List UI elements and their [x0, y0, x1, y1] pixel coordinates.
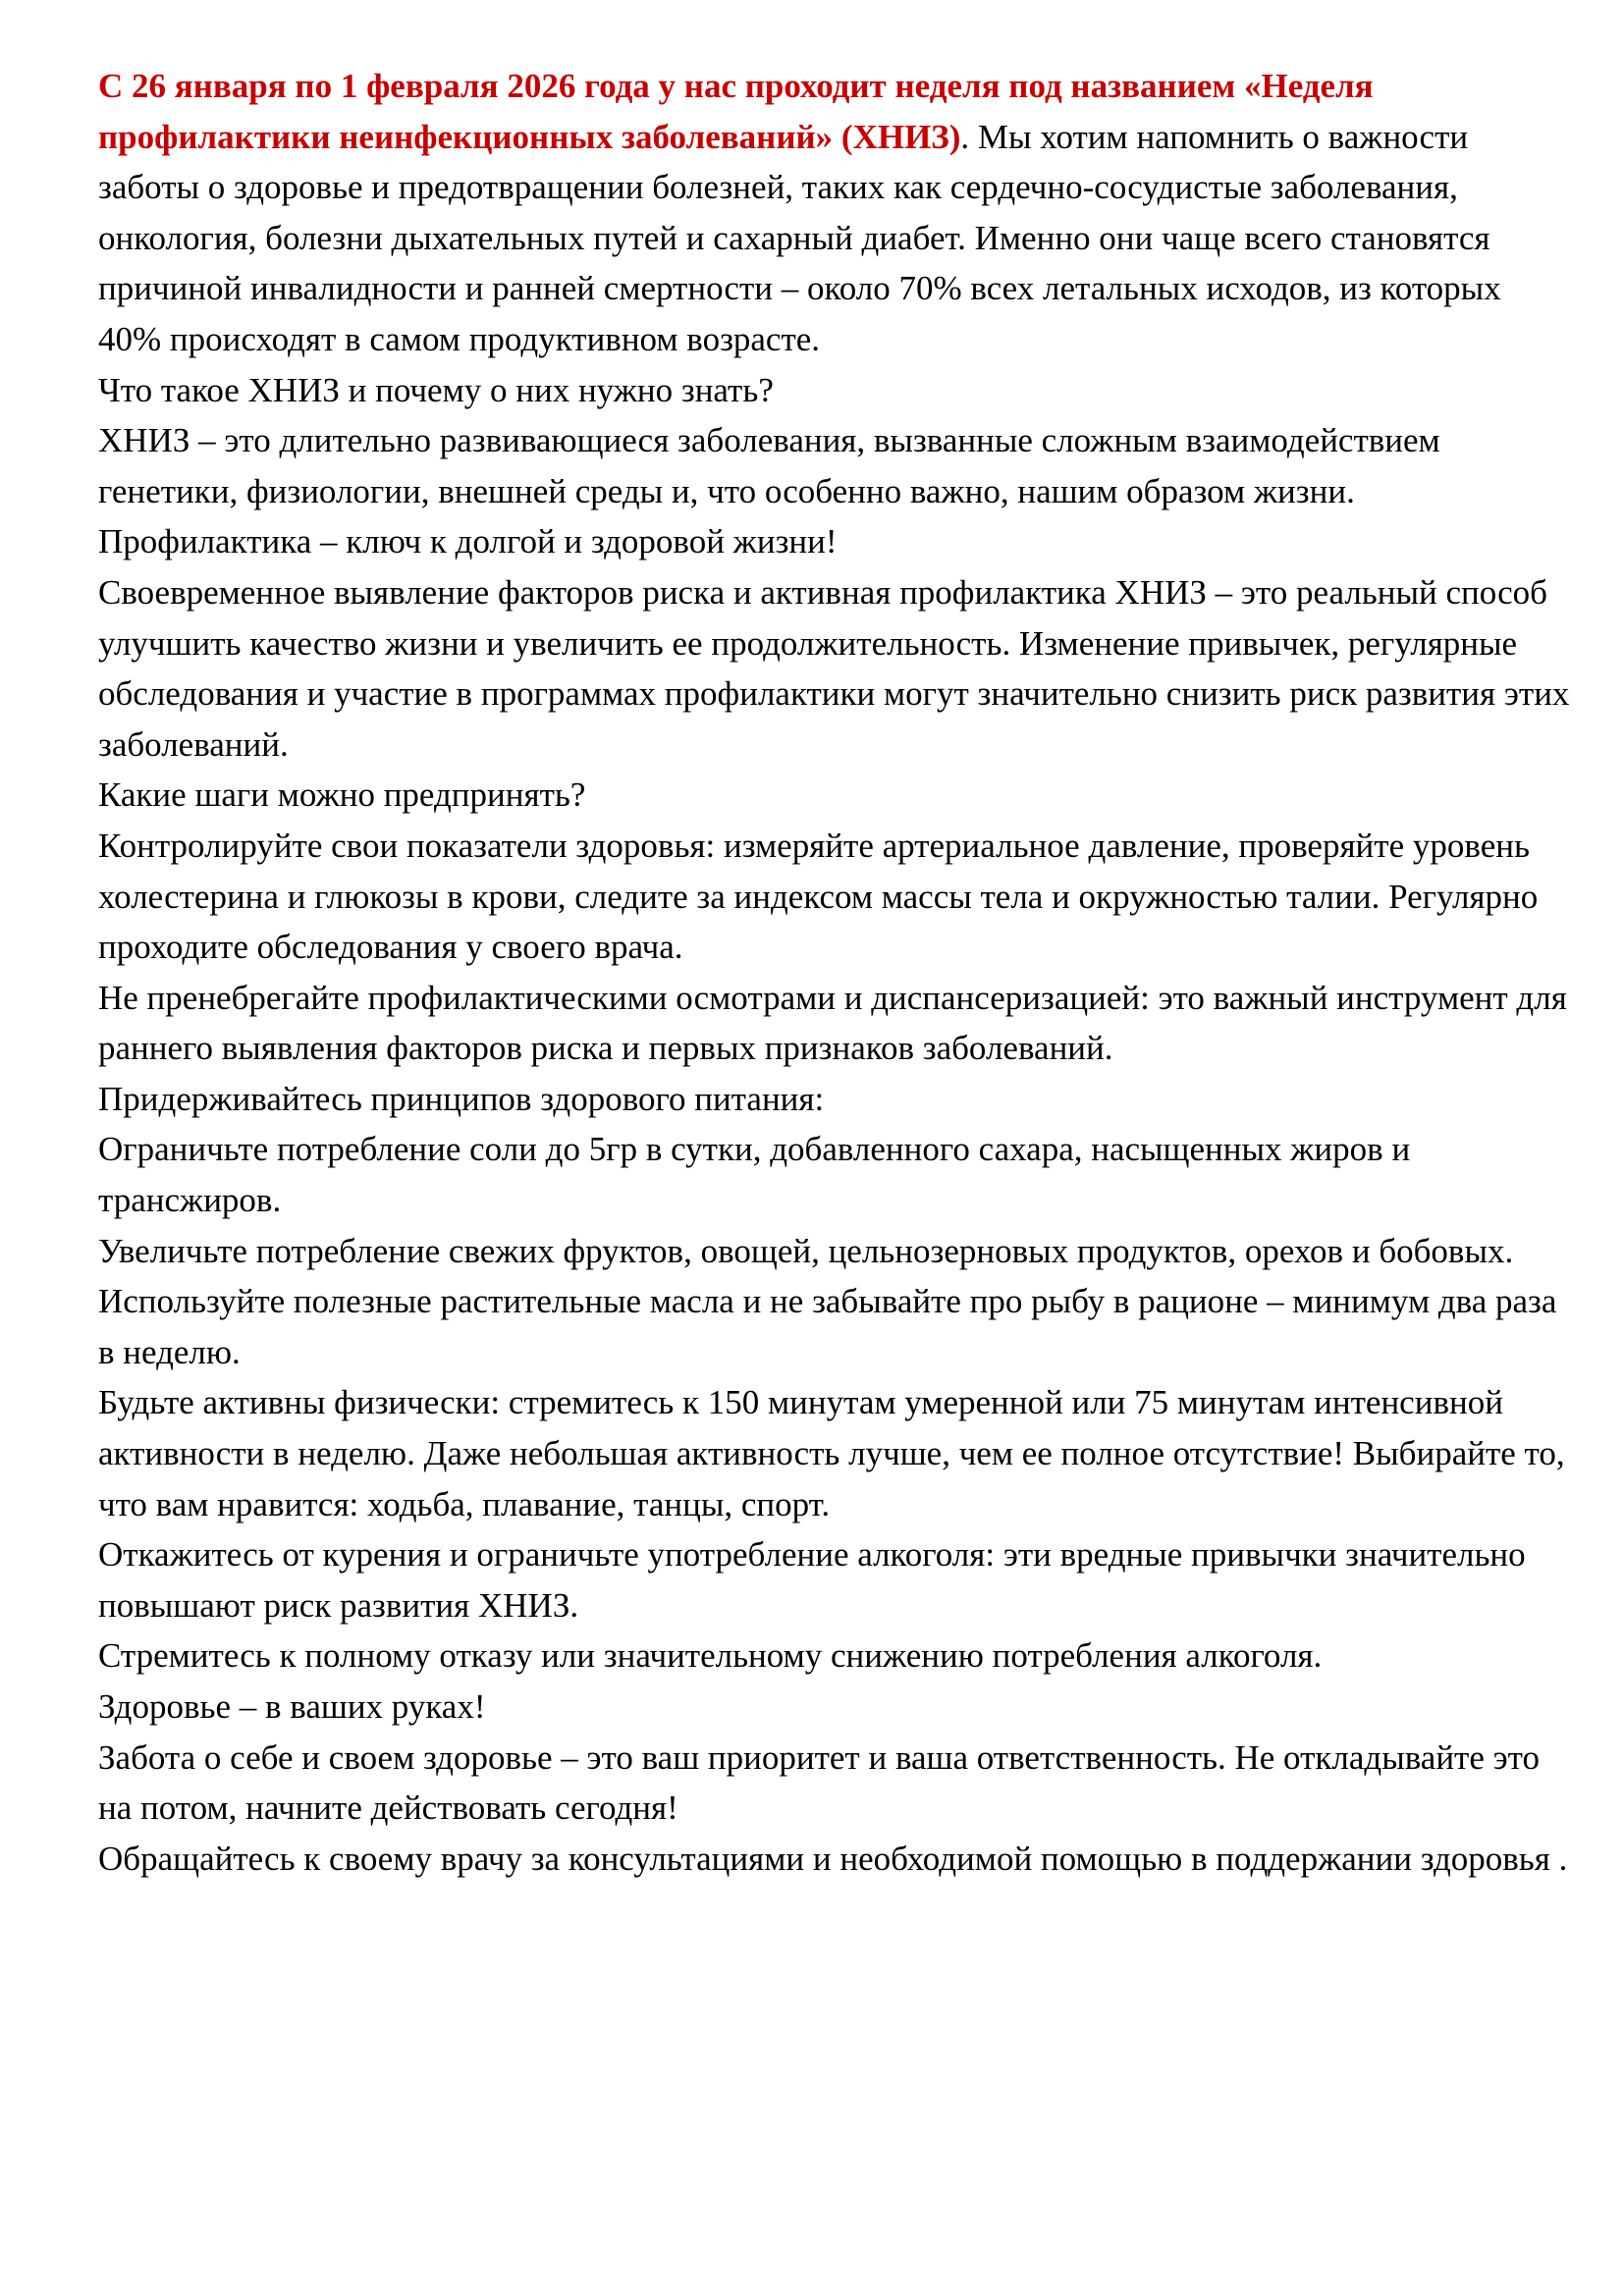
paragraph-oils-fish: Используйте полезные растительные масла и не забывайте про рыбу в рационе – минимум два раза в неделю.	[98, 1282, 1557, 1371]
question-what-steps: Какие шаги можно предпринять?	[98, 775, 586, 815]
paragraph-quit-smoking: Откажитесь от курения и ограничьте употребление алкоголя: эти вредные привычки значительно повышают риск развития ХНИЗ.	[98, 1535, 1526, 1625]
paragraph-health-in-hands: Здоровье – в ваших руках!	[98, 1687, 486, 1726]
intro-highlight: С 26 января по 1 февраля 2026 года у нас проходит неделя под названием «Неделя профилактики неинфекционных заболеваний» (ХНИЗ)	[98, 67, 1374, 156]
paragraph-control-health: Контролируйте свои показатели здоровья: измеряйте артериальное давление, проверяйте уровень холестерина и глюкозы в крови, следите за индексом массы тела и окружностью талии. Регулярно проходите обследования у своего врача.	[98, 826, 1539, 967]
paragraph-increase-fruits: Увеличьте потребление свежих фруктов, овощей, цельнозерновых продуктов, орехов и бобовых.	[98, 1231, 1514, 1270]
paragraph-prevention-key: Профилактика – ключ к долгой и здоровой жизни!	[98, 522, 838, 561]
document-body	[98, 61, 1571, 1884]
paragraph-self-care: Забота о себе и своем здоровье – это ваш приоритет и ваша ответственность. Не откладывайте это на потом, начните действовать сегодня!	[98, 1737, 1540, 1828]
paragraph-healthy-eating: Придерживайтесь принципов здорового питания:	[98, 1079, 825, 1118]
paragraph-early-detection: Своевременное выявление факторов риска и активная профилактика ХНИЗ – это реальный способ улучшить качество жизни и увеличить ее продолжительность. Изменение привычек, регулярные обследования и участие в программах профилактики могут значительно снизить риск развития этих заболеваний.	[98, 572, 1570, 764]
paragraph-alcohol: Стремитесь к полному отказу или значительному снижению потребления алкоголя.	[98, 1636, 1323, 1676]
question-what-is-hniz: Что такое ХНИЗ и почему о них нужно знать?	[98, 370, 774, 409]
paragraph-hniz-definition: ХНИЗ – это длительно развивающиеся заболевания, вызванные сложным взаимодействием генетики, физиологии, внешней среды и, что особенно важно, нашим образом жизни.	[98, 421, 1440, 510]
paragraph-checkups: Не пренебрегайте профилактическими осмотрами и диспансеризацией: это важный инструмент для раннего выявления факторов риска и первых признаков заболеваний.	[98, 978, 1567, 1068]
intro-text: . Мы хотим напомнить о важности заботы о здоровье и предотвращении болезней, таких как сердечно-сосудистые заболевания, онкология, болезни дыхательных путей и сахарный диабет. Именно они чаще всего становятся причиной инвалидности и ранней смертности – около 70% всех летальных исходов, из которых 40% происходят в самом продуктивном возрасте.	[98, 117, 1501, 358]
paragraph-physical-activity: Будьте активны физически: стремитесь к 150 минутам умеренной или 75 минутам интенсивной активности в неделю. Даже небольшая активность лучше, чем ее полное отсутствие! Выбирайте то, что вам нравится: ходьба, плавание, танцы, спорт.	[98, 1383, 1565, 1523]
paragraph-consult-doctor: Обращайтесь к своему врачу за консультациями и необходимой помощью в поддержании здоровья .	[98, 1839, 1568, 1878]
paragraph-limit-salt: Ограничьте потребление соли до 5гр в сутки, добавленного сахара, насыщенных жиров и трансжиров.	[98, 1130, 1411, 1220]
intro-paragraph	[98, 61, 1571, 365]
